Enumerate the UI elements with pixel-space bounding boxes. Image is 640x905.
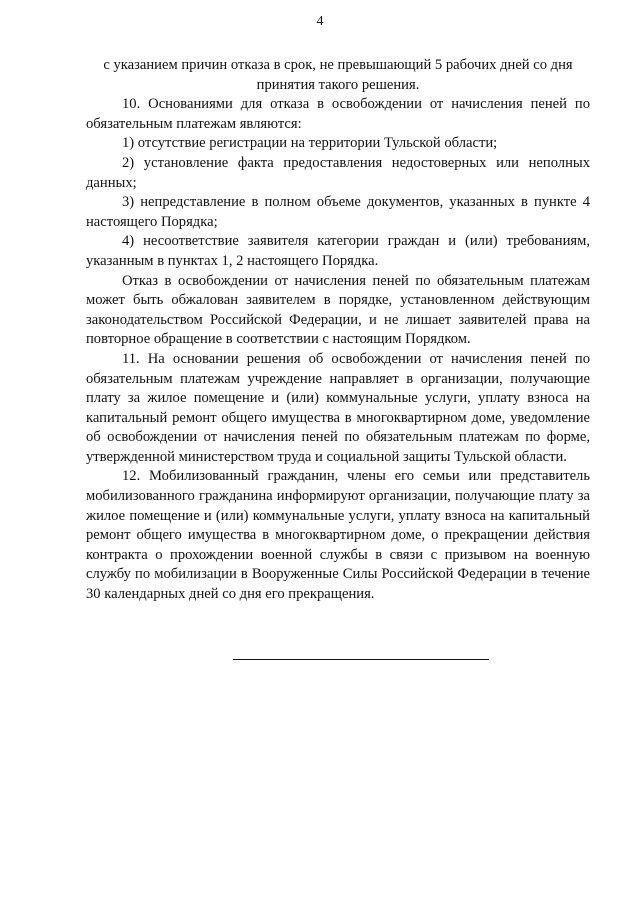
page-number: 4 [316, 14, 324, 29]
list-item-1: 1) отсутствие регистрации на территории Тульской области; [122, 135, 498, 152]
list-item-4: 4) несоответствие заявителя категории граждан и (или) требованиям, указанным в пунктах 1, 2 настоящего Порядка. [86, 233, 590, 269]
paragraph-continuation: с указанием причин отказа в срок, не превышающий 5 рабочих дней со дня принятия такого решения. [103, 57, 573, 93]
paragraph-appeal: Отказ в освобождении от начисления пеней по обязательным платежам может быть обжалован заявителем в порядке, установленном действующим законодательством Российской Федерации, и не лишает заявителей права на повторное обращение в соответствии с настоящим Порядком. [86, 272, 590, 348]
paragraph-12: 12. Мобилизованный гражданин, члены его семьи или представитель мобилизованного гражданина информируют организации, получающие плату за жилое помещение и (или) коммунальные услуги, уплату взноса на капитальный ремонт общего имущества в многоквартирном доме, о прекращении действия контракта о прохождении военной службы в связи с призывом на военную службу по мобилизации в Вооруженные Силы Российской Федерации в течение 30 календарных дней со дня его прекращения. [86, 468, 590, 603]
list-item-2: 2) установление факта предоставления недостоверных или неполных данных; [86, 154, 590, 191]
document-body [86, 56, 590, 605]
end-divider-line [233, 659, 489, 660]
list-item-3: 3) непредставление в полном объеме документов, указанных в пункте 4 настоящего Порядка; [86, 194, 590, 230]
paragraph-11: 11. На основании решения об освобождении от начисления пеней по обязательным платежам учреждение направляет в организации, получающие плату за жилое помещение и (или) коммунальные услуги, уплату взноса на капитальный ремонт общего имущества в многоквартирном доме, уведомление об освобождении от начисления пеней по обязательным платежам по форме, утвержденной министерством труда и социальной защиты Тульской области. [86, 350, 590, 465]
paragraph-10-heading: 10. Основаниями для отказа в освобождении от начисления пеней по обязательным платежам являются: [86, 96, 590, 132]
